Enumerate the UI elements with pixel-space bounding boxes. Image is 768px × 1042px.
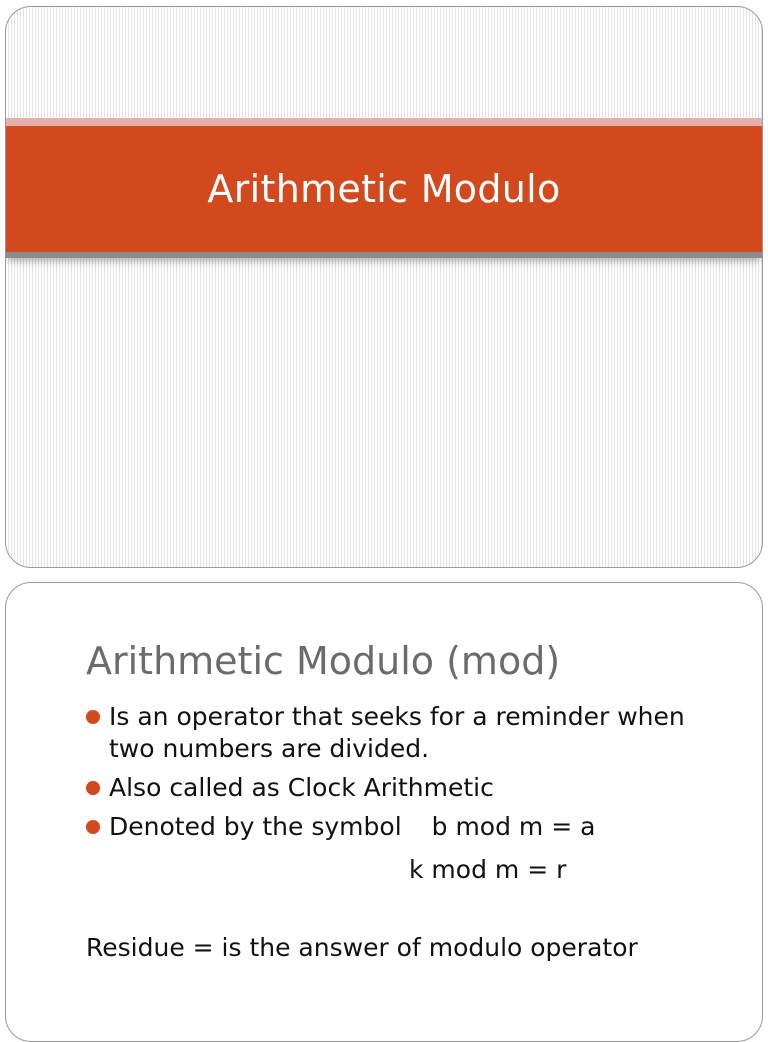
content-slide [5, 582, 763, 1042]
bullet-icon [86, 710, 100, 724]
formula-k-mod-m: k mod m = r [409, 855, 567, 884]
list-item [86, 772, 726, 804]
bullet-text: Is an operator that seeks for a reminder when two numbers are divided. [109, 702, 685, 763]
formula-b-mod-m: b mod m = a [431, 812, 596, 841]
residue-definition: Residue = is the answer of modulo operator [86, 933, 638, 962]
title-slide [5, 6, 763, 568]
bullet-icon [86, 820, 100, 834]
bullet-text: Denoted by the symbol [109, 812, 402, 841]
bullet-icon [86, 781, 100, 795]
slide-title: Arithmetic Modulo [207, 167, 561, 211]
content-heading: Arithmetic Modulo (mod) [86, 639, 561, 683]
list-item [86, 701, 726, 765]
list-item [86, 811, 726, 843]
bullet-list [86, 701, 726, 850]
title-accent-bar [6, 118, 762, 126]
title-band [6, 126, 762, 252]
bullet-text: Also called as Clock Arithmetic [109, 773, 494, 802]
